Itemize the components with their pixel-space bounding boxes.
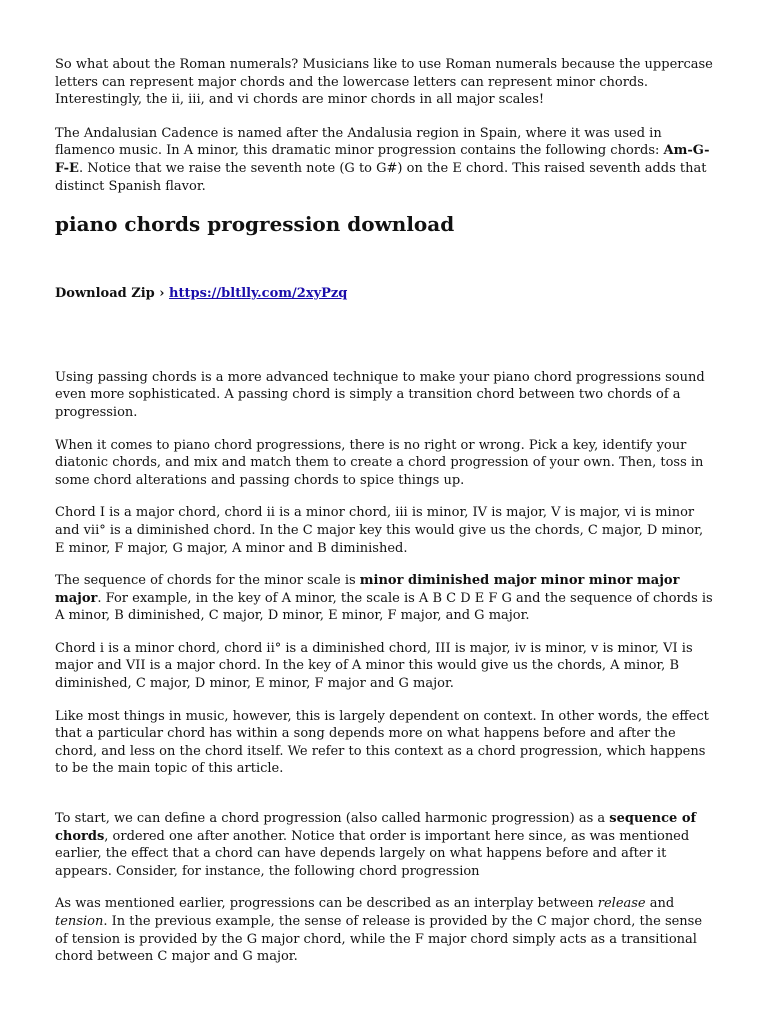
paragraph-text: , ordered one after another. Notice that order is important here since, as was mentioned earlier, the effect that a chord can have depends largely on what happens before and after it appears. Consider, for instance, the following chord progression — [55, 828, 690, 879]
download-line — [55, 285, 715, 303]
paragraph-text: As was mentioned earlier, progressions can be described as an interplay between — [55, 896, 598, 912]
paragraph-roman-numerals — [55, 56, 715, 109]
paragraph-text: To start, we can define a chord progression (also called harmonic progression) as a — [55, 811, 610, 827]
paragraph-andalusian-cadence — [55, 125, 715, 195]
paragraph-passing-chords — [55, 369, 715, 422]
paragraph-text: . Notice that we raise the seventh note (G to G#) on the E chord. This raised seventh adds that distinct Spanish flavor. — [55, 160, 707, 194]
bold-chords: Am-G-F-E — [55, 143, 710, 176]
paragraph-definition — [55, 810, 715, 880]
paragraph-text: The sequence of chords for the minor scale is — [55, 573, 360, 589]
paragraph-text: The Andalusian Cadence is named after the Andalusia region in Spain, where it was used in flamenco music. In A minor, this dramatic minor progression contains the following chords: — [55, 125, 664, 159]
paragraph-no-right-wrong — [55, 437, 715, 490]
paragraph-release-tension — [55, 895, 715, 965]
paragraph-text: Chord i is a minor chord, chord ii° is a diminished chord, III is major, iv is minor, v is minor, VI is major and VII is a major chord. In the key of A minor this would give us the chords, A minor, B diminished, C major, D minor, E minor, F major and G major. — [55, 640, 693, 692]
paragraph-text: . In the previous example, the sense of release is provided by the C major chord, the sense of tension is provided by the G major chord, while the F major chord simply acts as a transitional chord between C major and G major. — [55, 914, 703, 965]
paragraph-minor-chords — [55, 640, 715, 693]
bold-term: sequence of chords — [55, 811, 697, 844]
page-heading: piano chords progression download — [55, 212, 455, 237]
paragraph-text: Chord I is a major chord, chord ii is a minor chord, iii is minor, IV is major, V is major, vi is minor and vii° is a diminished chord. In the C major key this would give us the chords, C major, D minor, E minor, F major, G major, A minor and B diminished. — [55, 505, 704, 556]
paragraph-major-chords — [55, 504, 715, 557]
paragraph-context — [55, 708, 715, 778]
italic-term: release — [597, 896, 646, 912]
paragraph-text: Like most things in music, however, this is largely dependent on context. In other words, the effect that a particular chord has within a song depends more on what happens before and after the chord, and less on the chord itself. We refer to this context as a chord progression, which happens to be the main topic of this article. — [55, 708, 709, 777]
paragraph-text: Using passing chords is a more advanced technique to make your piano chord progressions sound even more sophisticated. A passing chord is simply a transition chord between two chords of a progression. — [55, 369, 705, 420]
download-label: Download Zip › — [55, 286, 170, 302]
italic-term: tension — [55, 914, 104, 929]
bold-sequence: minor diminished major minor minor major major — [55, 573, 680, 606]
paragraph-text: . For example, in the key of A minor, the scale is A B C D E F G and the sequence of chords is A minor, B diminished, C major, D minor, E minor, F major, and G major. — [55, 590, 713, 624]
download-link[interactable]: https://bltlly.com/2xyPzq — [169, 286, 348, 302]
paragraph-minor-sequence — [55, 572, 715, 625]
paragraph-text: When it comes to piano chord progressions, there is no right or wrong. Pick a key, identify your diatonic chords, and mix and match them to create a chord progression of your own. Then, toss in some chord alterations and passing chords to spice things up. — [55, 437, 704, 488]
paragraph-text: So what about the Roman numerals? Musicians like to use Roman numerals because the uppercase letters can represent major chords and the lowercase letters can represent minor chords. Interestingly, the ii, iii, and vi chords are minor chords in all major scales! — [55, 57, 713, 108]
paragraph-text: and — [645, 896, 675, 912]
